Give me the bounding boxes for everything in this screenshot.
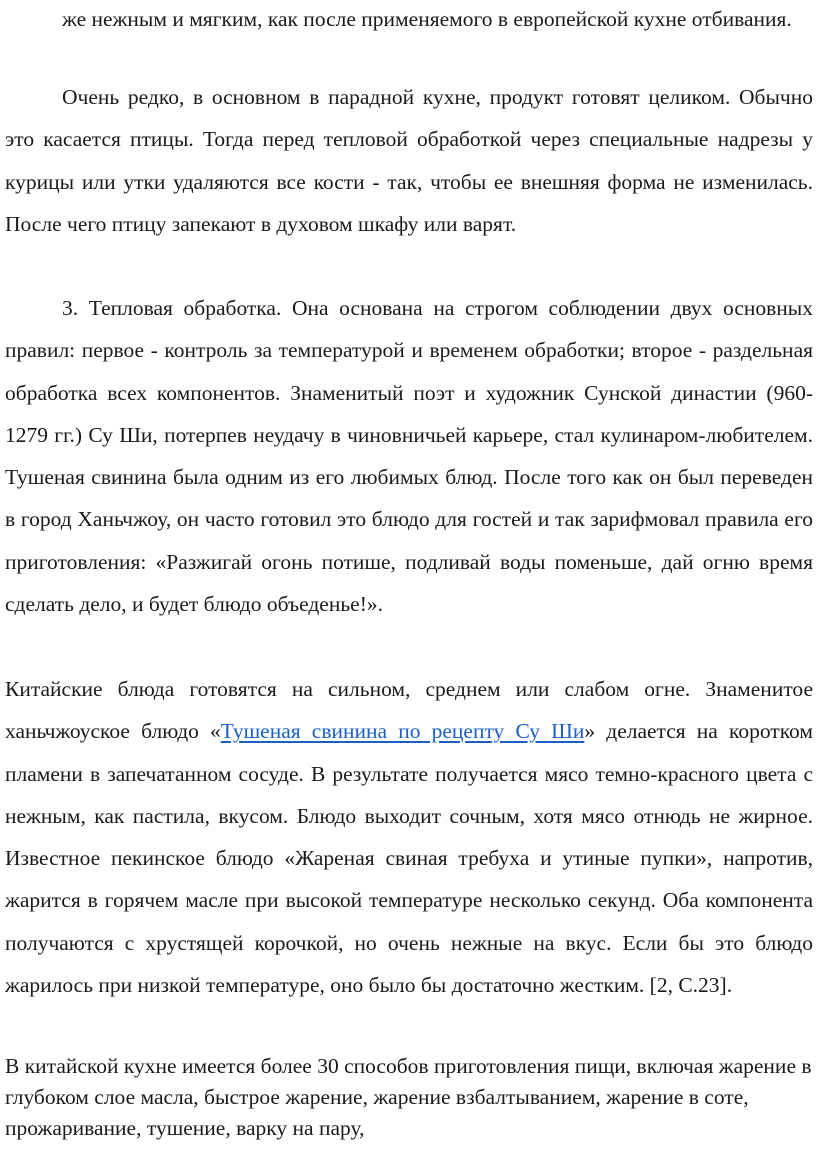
su-shi-pork-recipe-link[interactable]: Тушеная свинина по рецепту Су Ши [220, 719, 585, 744]
paragraph-whole-poultry: Очень редко, в основном в парадной кухне, продукт готовят целиком. Обычно это касается птицы. Тогда перед тепловой обработкой через специальные надрезы у курицы или утки удаляются все кости - так, чтобы ее внешняя форма не изменилась. После чего птицу запекают в духовом шкафу или варят. [5, 85, 813, 236]
paragraph-fire-levels-text-after: » делается на коротком пламени в запечатанном сосуде. В результате получается мясо темно-красного цвета с нежным, как пастила, вкусом. Блюдо выходит сочным, хотя мясо отнюдь не жирное. Известное пекинское блюдо «Жареная свиная требуха и утиные пупки», напротив, жарится в горячем масле при высокой температуре несколько секунд. Оба компонента получаются с хрустящей корочкой, но очень нежные на вкус. Если бы это блюдо жарилось при низкой температуре, оно было бы достаточно жестким. [2, С.23]. [5, 719, 814, 998]
paragraph-fire-levels-text-before: Китайские блюда готовятся на сильном, среднем или слабом огне. Знаменитое ханьчжоуское блюдо « [5, 677, 813, 744]
paragraph-tenderizing-continuation: же нежным и мягким, как после применяемого в европейской кухне отбивания. [62, 7, 792, 31]
paragraph-cooking-methods: В китайской кухне имеется более 30 способов приготовления пищи, включая жарение в глубоком слое масла, быстрое жарение, жарение взбалтыванием, жарение в соте, прожаривание, тушение, варку на пару, [5, 1054, 812, 1140]
paragraph-fire-levels [5, 668, 813, 1006]
paragraph-heat-treatment: 3. Тепловая обработка. Она основана на строгом соблюдении двух основных правил: первое - контроль за температурой и временем обработки; второе - раздельная обработка всех компонентов. Знаменитый поэт и художник Сунской династии (960-1279 гг.) Су Ши, потерпев неудачу в чиновничьей карьере, стал кулинаром-любителем. Тушеная свинина была одним из его любимых блюд. После того как он был переведен в город Ханьчжоу, он часто готовил это блюдо для гостей и так зарифмовал правила его приготовления: «Разжигай огонь потише, подливай воды поменьше, дай огню время сделать дело, и будет блюдо объеденье!». [5, 296, 813, 617]
